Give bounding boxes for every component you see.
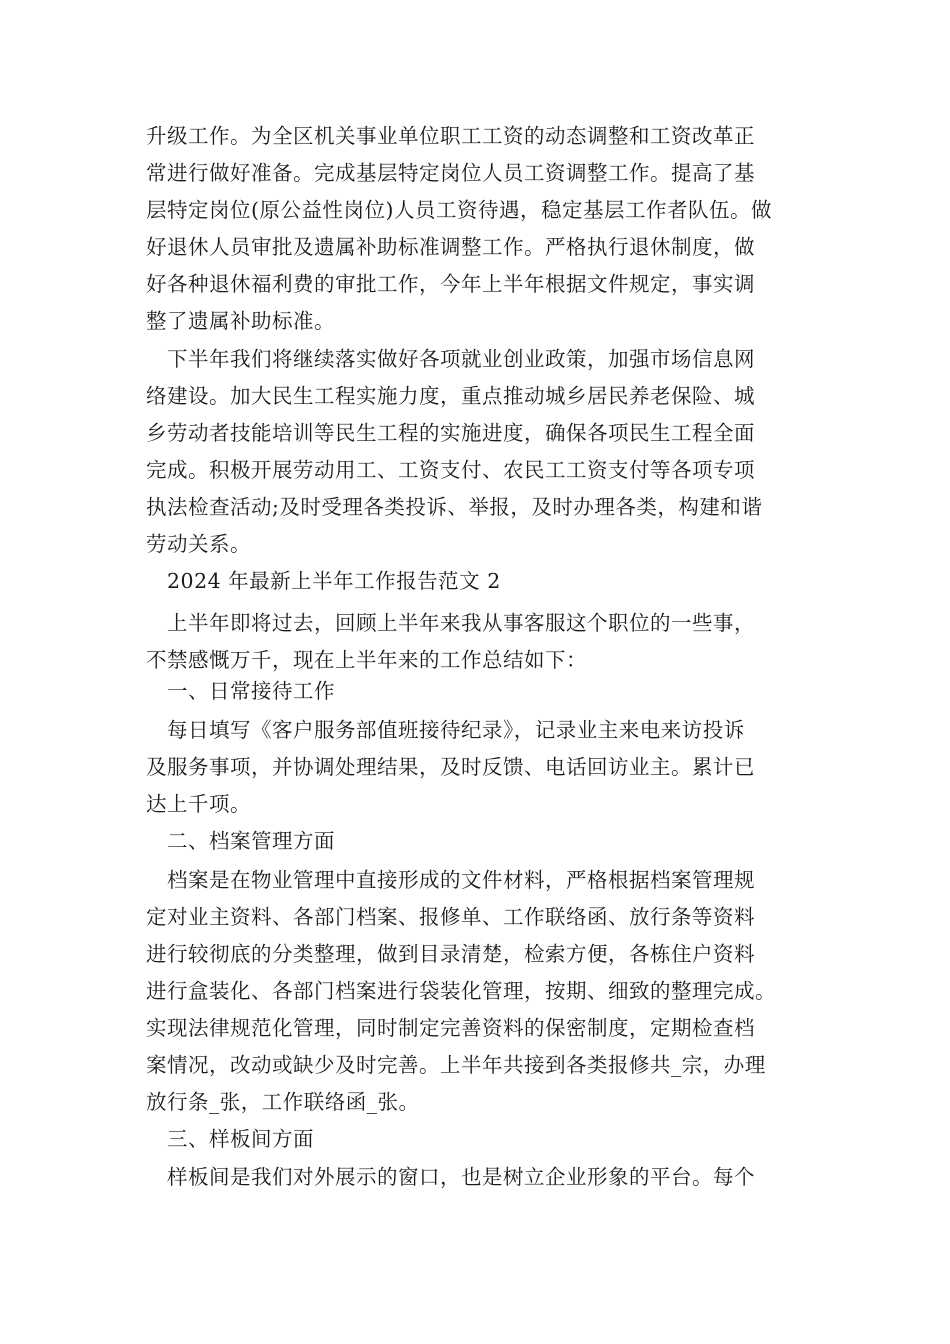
heading-daily-reception	[146, 673, 826, 710]
text-line: 进行较彻底的分类整理，做到目录清楚，检索方便，各栋住户资料	[146, 942, 755, 966]
paragraph-intro	[146, 605, 826, 679]
text-line: 不禁感慨万千，现在上半年来的工作总结如下：	[146, 648, 587, 672]
text-line: 定对业主资料、各部门档案、报修单、工作联络函、放行条等资料	[146, 905, 755, 929]
text-line: 三、样板间方面	[146, 1127, 314, 1151]
text-line: 实现法律规范化管理，同时制定完善资料的保密制度，定期检查档	[146, 1016, 755, 1040]
text-line: 进行盒装化、各部门档案进行袋装化管理，按期、细致的整理完成。	[146, 979, 776, 1003]
paragraph-daily-reception	[146, 712, 826, 823]
paragraph-second-half-plan	[146, 341, 826, 563]
heading-archive-management	[146, 823, 826, 860]
text-line: 络建设。加大民生工程实施力度，重点推动城乡居民养老保险、城	[146, 384, 755, 408]
text-line: 二、档案管理方面	[146, 829, 335, 853]
text-line: 放行条_张，工作联络函_张。	[146, 1090, 420, 1114]
text-line: 整了遗属补助标准。	[146, 309, 335, 333]
text-line: 执法检查活动;及时受理各类投诉、举报，及时办理各类，构建和谐	[146, 495, 763, 519]
text-line: 达上千项。	[146, 792, 251, 816]
text-line: 每日填写《客户服务部值班接待纪录》，记录业主来电来访投诉	[146, 718, 745, 742]
paragraph-wage-work	[146, 118, 826, 340]
text-line: 上半年即将过去，回顾上半年来我从事客服这个职位的一些事，	[146, 611, 755, 635]
text-line: 完成。积极开展劳动用工、工资支付、农民工工资支付等各项专项	[146, 458, 755, 482]
text-line: 案情况，改动或缺少及时完善。上半年共接到各类报修共_宗，办理	[146, 1053, 766, 1077]
text-line: 乡劳动者技能培训等民生工程的实施进度，确保各项民生工程全面	[146, 421, 755, 445]
paragraph-archive-management	[146, 862, 826, 1121]
text-line: 好退休人员审批及遗属补助标准调整工作。严格执行退休制度，做	[146, 235, 755, 259]
text-line: 好各种退休福利费的审批工作，今年上半年根据文件规定，事实调	[146, 272, 755, 296]
text-line: 档案是在物业管理中直接形成的文件材料，严格根据档案管理规	[146, 868, 755, 892]
text-line: 及服务事项，并协调处理结果，及时反馈、电话回访业主。累计已	[146, 755, 755, 779]
text-line: 劳动关系。	[146, 532, 251, 556]
text-line: 下半年我们将继续落实做好各项就业创业政策，加强市场信息网	[146, 347, 755, 371]
paragraph-showroom	[146, 1159, 826, 1196]
text-line: 常进行做好准备。完成基层特定岗位人员工资调整工作。提高了基	[146, 161, 755, 185]
text-line: 样板间是我们对外展示的窗口，也是树立企业形象的平台。每个	[146, 1165, 755, 1189]
text-line: 一、日常接待工作	[146, 679, 335, 703]
section-title-report-2	[146, 563, 826, 600]
text-line: 层特定岗位(原公益性岗位)人员工资待遇，稳定基层工作者队伍。做	[146, 198, 772, 222]
heading-showroom	[146, 1121, 826, 1158]
text-line: 升级工作。为全区机关事业单位职工工资的动态调整和工资改革正	[146, 124, 755, 148]
text-line: 2024 年最新上半年工作报告范文 2	[146, 569, 501, 593]
